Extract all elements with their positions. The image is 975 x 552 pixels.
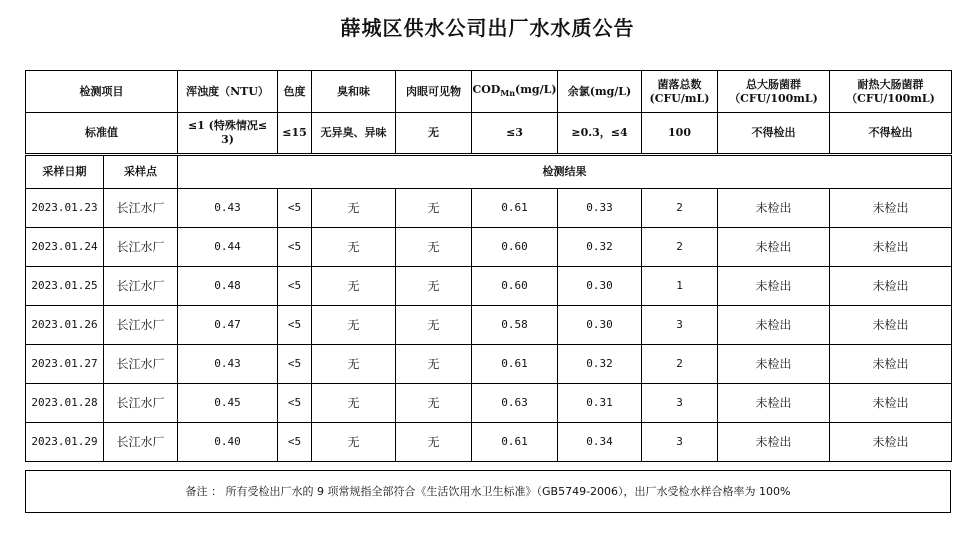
header-cod-sub: Mn	[500, 88, 516, 99]
header-coliform-name: 总大肠菌群	[746, 77, 801, 91]
row-turbidity: 0.44	[178, 228, 278, 267]
page-title: 薛城区供水公司出厂水水质公告	[340, 16, 635, 40]
row-cod: 0.58	[472, 306, 558, 345]
table-row	[26, 384, 952, 423]
standard-turbidity-line1: ≤1 (特殊情况≤	[187, 119, 268, 132]
row-date: 2023.01.27	[26, 345, 104, 384]
header-row	[26, 71, 952, 113]
note-table	[25, 470, 951, 513]
header-chlorine: 余氯(mg/L)	[558, 71, 642, 113]
row-bacteria: 3	[642, 384, 718, 423]
water-quality-table	[25, 70, 952, 154]
row-color: <5	[278, 267, 312, 306]
row-odor: 无	[312, 384, 396, 423]
row-site: 长江水厂	[104, 228, 178, 267]
row-site: 长江水厂	[104, 267, 178, 306]
header-odor: 臭和味	[312, 71, 396, 113]
standard-bacteria: 100	[642, 113, 718, 154]
header-item: 检测项目	[26, 71, 178, 113]
standard-visible: 无	[396, 113, 472, 154]
row-site: 长江水厂	[104, 189, 178, 228]
row-coliform: 未检出	[718, 267, 830, 306]
row-chlorine: 0.32	[558, 345, 642, 384]
row-chlorine: 0.32	[558, 228, 642, 267]
row-chlorine: 0.34	[558, 423, 642, 462]
row-color: <5	[278, 345, 312, 384]
row-date: 2023.01.26	[26, 306, 104, 345]
row-bacteria: 2	[642, 189, 718, 228]
row-chlorine: 0.33	[558, 189, 642, 228]
row-date: 2023.01.23	[26, 189, 104, 228]
row-coliform: 未检出	[718, 228, 830, 267]
subheader-date: 采样日期	[26, 156, 104, 189]
note-row	[26, 471, 951, 513]
row-turbidity: 0.43	[178, 189, 278, 228]
row-date: 2023.01.28	[26, 384, 104, 423]
row-odor: 无	[312, 345, 396, 384]
row-visible: 无	[396, 228, 472, 267]
table-row	[26, 267, 952, 306]
results-table	[25, 155, 952, 462]
header-cod-unit: (mg/L)	[515, 82, 557, 96]
standard-row	[26, 113, 952, 154]
row-turbidity: 0.47	[178, 306, 278, 345]
row-cod: 0.61	[472, 423, 558, 462]
row-visible: 无	[396, 345, 472, 384]
row-thermo: 未检出	[830, 345, 952, 384]
table-row	[26, 306, 952, 345]
header-cod-main: COD	[472, 82, 501, 96]
header-color: 色度	[278, 71, 312, 113]
row-site: 长江水厂	[104, 384, 178, 423]
row-site: 长江水厂	[104, 345, 178, 384]
row-turbidity: 0.48	[178, 267, 278, 306]
row-odor: 无	[312, 267, 396, 306]
row-date: 2023.01.25	[26, 267, 104, 306]
note-text: 备注 ： 所有受检出厂水的 9 项常规指全部符合《生活饮用水卫生标准》（GB5749-2006），出厂水受检水样合格率为 100%	[26, 471, 951, 513]
row-coliform: 未检出	[718, 189, 830, 228]
header-visible: 肉眼可见物	[396, 71, 472, 113]
table-row	[26, 228, 952, 267]
header-coliform	[718, 71, 830, 113]
row-thermo: 未检出	[830, 267, 952, 306]
table-row	[26, 345, 952, 384]
standard-turbidity	[178, 113, 278, 154]
row-visible: 无	[396, 189, 472, 228]
row-cod: 0.61	[472, 345, 558, 384]
table-row	[26, 189, 952, 228]
row-site: 长江水厂	[104, 306, 178, 345]
row-color: <5	[278, 423, 312, 462]
standard-coliform: 不得检出	[718, 113, 830, 154]
subheader-results: 检测结果	[178, 156, 952, 189]
row-chlorine: 0.30	[558, 306, 642, 345]
standard-thermo: 不得检出	[830, 113, 952, 154]
row-date: 2023.01.24	[26, 228, 104, 267]
header-cod	[472, 71, 558, 113]
row-color: <5	[278, 228, 312, 267]
row-cod: 0.63	[472, 384, 558, 423]
header-bacteria-name: 菌落总数	[657, 77, 702, 91]
standard-cod: ≤3	[472, 113, 558, 154]
subheader-row	[26, 156, 952, 189]
row-bacteria: 2	[642, 228, 718, 267]
row-cod: 0.60	[472, 267, 558, 306]
row-thermo: 未检出	[830, 228, 952, 267]
row-coliform: 未检出	[718, 306, 830, 345]
row-bacteria: 1	[642, 267, 718, 306]
row-site: 长江水厂	[104, 423, 178, 462]
row-date: 2023.01.29	[26, 423, 104, 462]
standard-chlorine: ≥0.3，≤4	[558, 113, 642, 154]
standard-odor: 无异臭、异味	[312, 113, 396, 154]
standard-turbidity-line2: 3)	[221, 133, 234, 146]
row-cod: 0.60	[472, 228, 558, 267]
row-coliform: 未检出	[718, 345, 830, 384]
row-turbidity: 0.43	[178, 345, 278, 384]
standard-color: ≤15	[278, 113, 312, 154]
row-odor: 无	[312, 423, 396, 462]
row-visible: 无	[396, 267, 472, 306]
row-thermo: 未检出	[830, 306, 952, 345]
header-thermo-unit: （CFU/100mL)	[846, 91, 935, 105]
table-row	[26, 423, 952, 462]
header-bacteria-unit: (CFU/mL)	[649, 91, 710, 105]
row-color: <5	[278, 189, 312, 228]
row-coliform: 未检出	[718, 384, 830, 423]
row-turbidity: 0.40	[178, 423, 278, 462]
row-bacteria: 3	[642, 306, 718, 345]
row-cod: 0.61	[472, 189, 558, 228]
row-turbidity: 0.45	[178, 384, 278, 423]
row-visible: 无	[396, 384, 472, 423]
header-turbidity: 浑浊度（NTU）	[178, 71, 278, 113]
row-odor: 无	[312, 306, 396, 345]
row-color: <5	[278, 306, 312, 345]
row-chlorine: 0.31	[558, 384, 642, 423]
subheader-site: 采样点	[104, 156, 178, 189]
header-bacteria	[642, 71, 718, 113]
row-color: <5	[278, 384, 312, 423]
row-odor: 无	[312, 189, 396, 228]
header-coliform-unit: （CFU/100mL)	[729, 91, 818, 105]
row-odor: 无	[312, 228, 396, 267]
standard-label: 标准值	[26, 113, 178, 154]
row-thermo: 未检出	[830, 189, 952, 228]
header-thermo	[830, 71, 952, 113]
row-coliform: 未检出	[718, 423, 830, 462]
row-visible: 无	[396, 423, 472, 462]
row-thermo: 未检出	[830, 423, 952, 462]
row-chlorine: 0.30	[558, 267, 642, 306]
row-thermo: 未检出	[830, 384, 952, 423]
row-bacteria: 3	[642, 423, 718, 462]
row-bacteria: 2	[642, 345, 718, 384]
row-visible: 无	[396, 306, 472, 345]
header-thermo-name: 耐热大肠菌群	[857, 77, 924, 91]
